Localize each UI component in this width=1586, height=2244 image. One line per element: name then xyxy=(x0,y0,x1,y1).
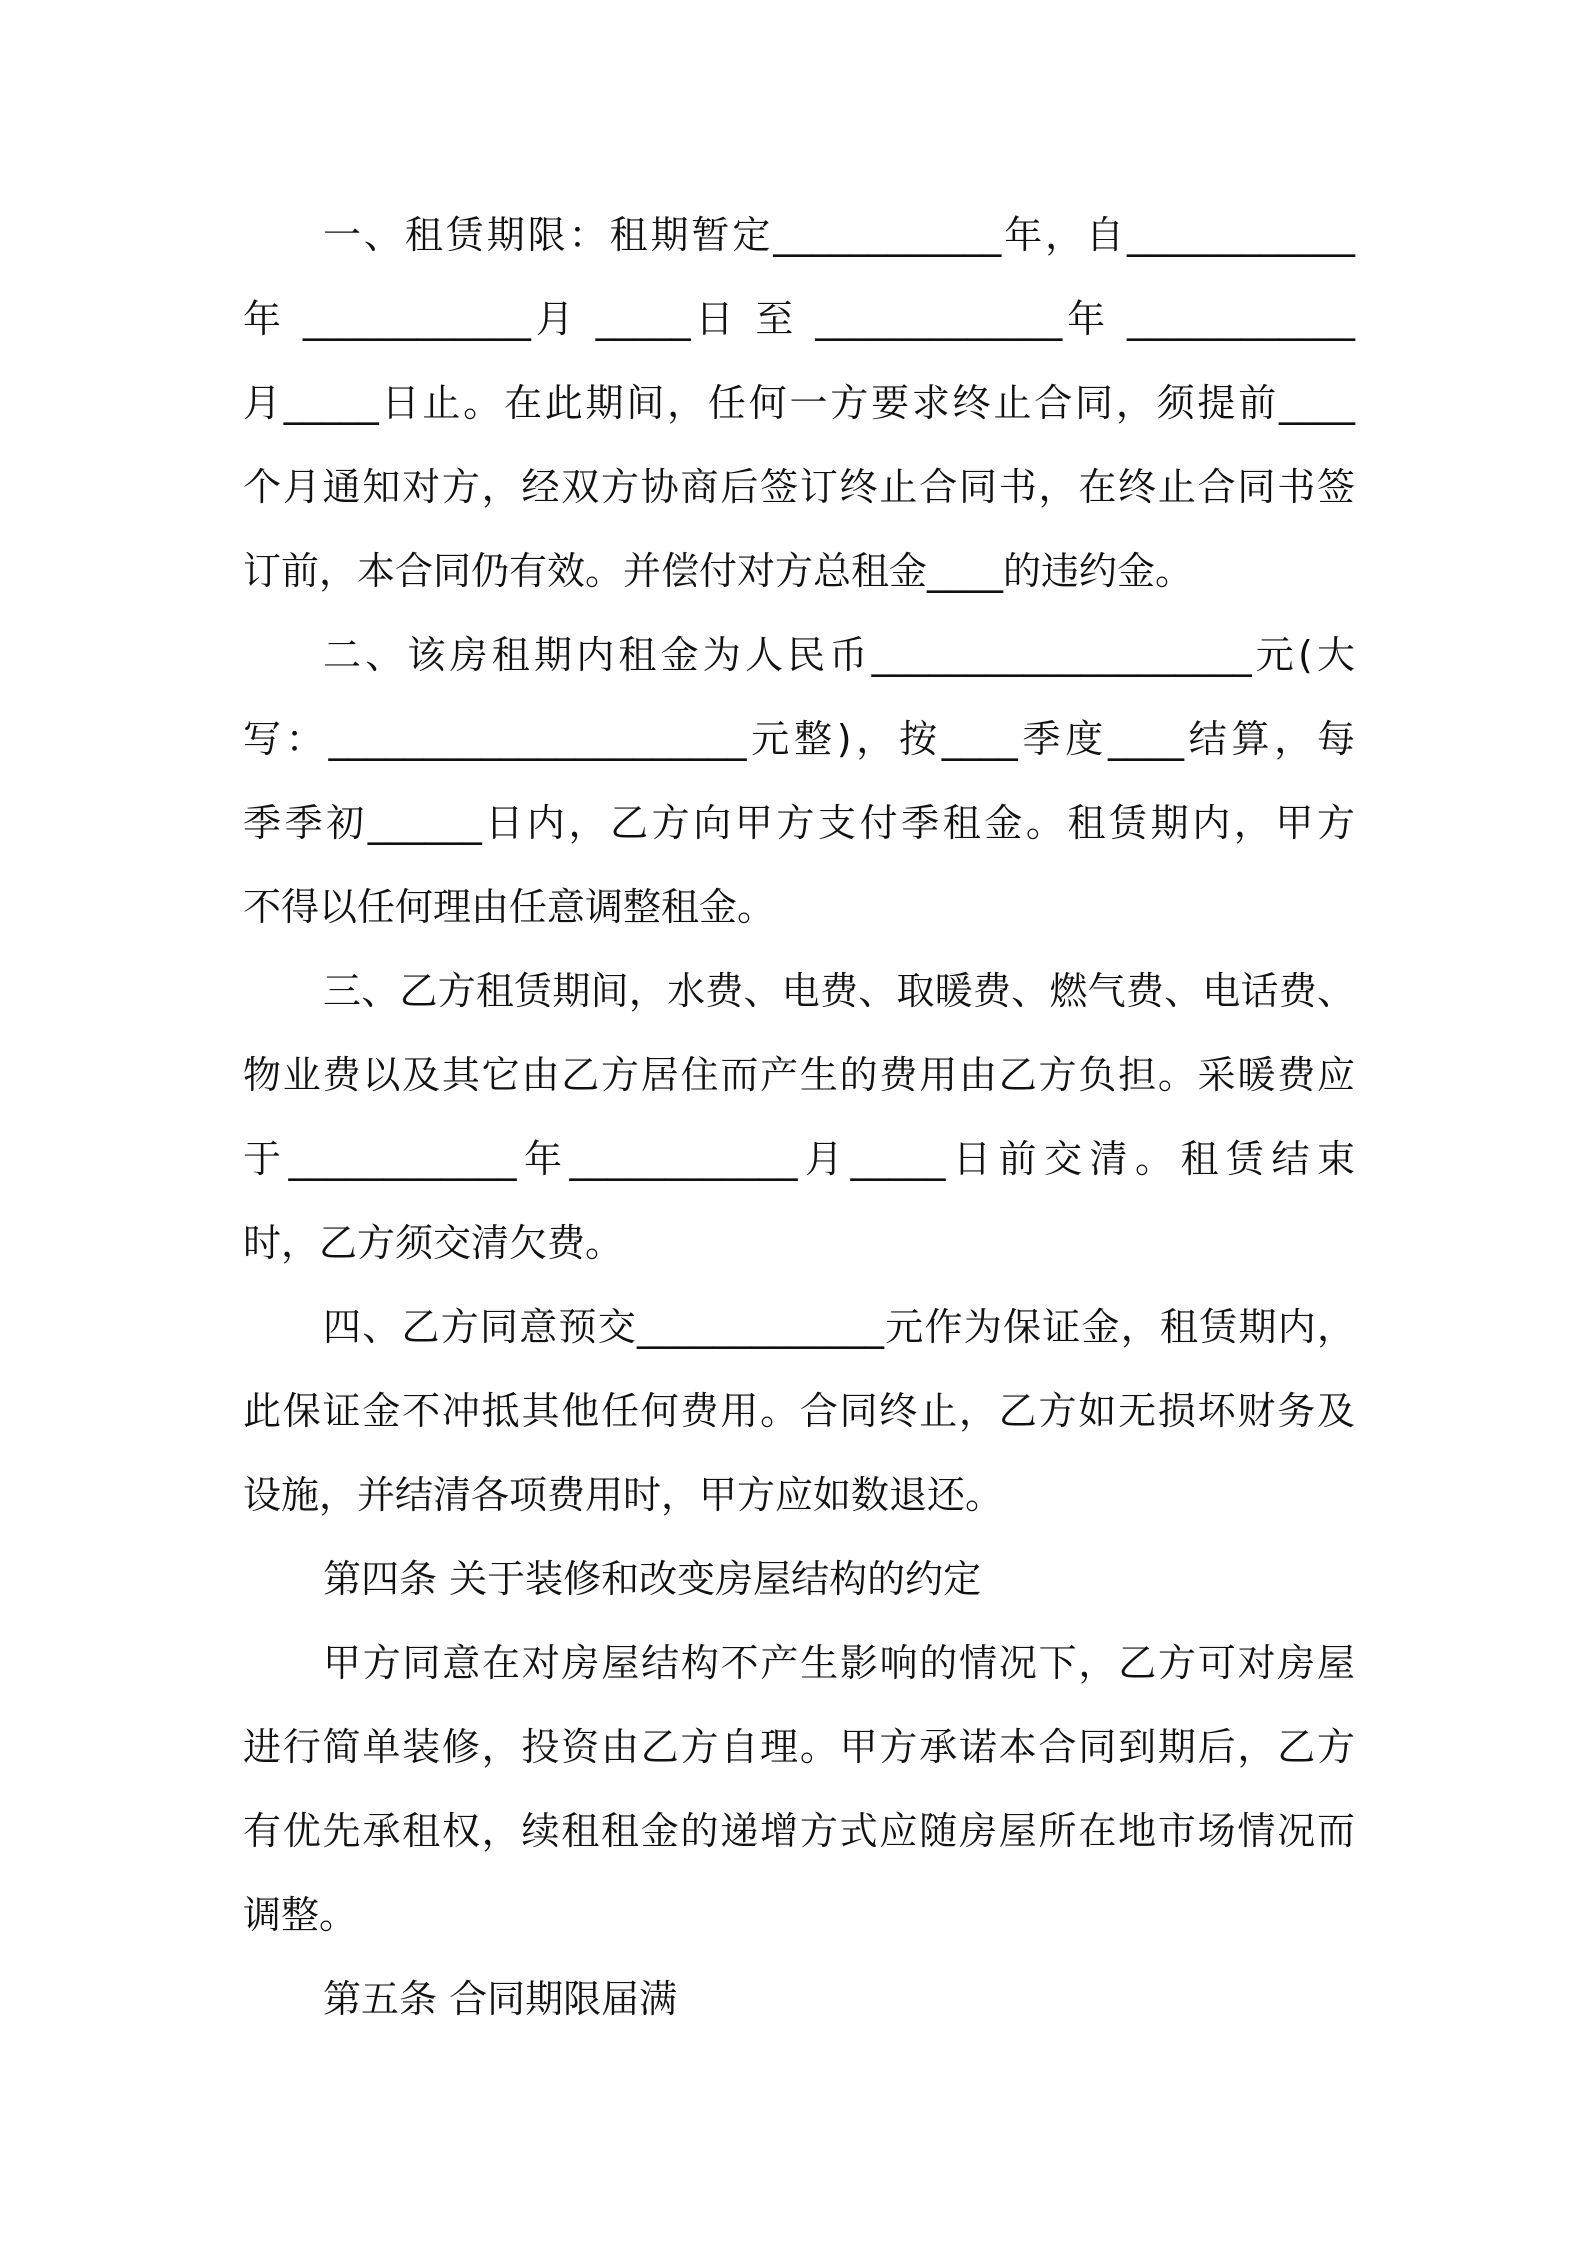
clause-4-line-1: 四、乙方同意预交_____________元作为保证金，租赁期内， xyxy=(323,1305,1355,1349)
article-4-line-4: 调整。 xyxy=(243,1893,358,1937)
article-4-line-2: 进行简单装修，投资由乙方自理。甲方承诺本合同到期后，乙方 xyxy=(243,1725,1355,1769)
clause-1-line-1: 一、租赁期限：租期暂定____________年，自____________ xyxy=(323,213,1355,257)
clause-4-line-3: 设施，并结清各项费用时，甲方应如数退还。 xyxy=(243,1473,1004,1517)
clause-3-line-2: 物业费以及其它由乙方居住而产生的费用由乙方负担。采暖费应 xyxy=(243,1053,1355,1097)
clause-3-line-4: 时，乙方须交清欠费。 xyxy=(243,1221,624,1265)
clause-2-line-4: 不得以任何理由任意调整租金。 xyxy=(243,885,776,929)
clause-1-line-4: 个月通知对方，经双方协商后签订终止合同书，在终止合同书签 xyxy=(243,465,1355,509)
clause-2-line-2: 写：______________________元整)，按____季度____结算，每 xyxy=(243,717,1355,761)
clause-2-line-3: 季季初______日内，乙方向甲方支付季租金。租赁期内，甲方 xyxy=(243,801,1355,845)
clause-3-line-1: 三、乙方租赁期间，水费、电费、取暖费、燃气费、电话费、 xyxy=(323,969,1355,1013)
clause-1-line-3: 月_____日止。在此期间，任何一方要求终止合同，须提前____ xyxy=(243,381,1355,425)
article-5-heading: 第五条 合同期限届满 xyxy=(323,1977,678,2021)
article-4-line-3: 有优先承租权，续租租金的递增方式应随房屋所在地市场情况而 xyxy=(243,1809,1355,1853)
article-4-line-1: 甲方同意在对房屋结构不产生影响的情况下，乙方可对房屋 xyxy=(323,1641,1355,1685)
clause-1-line-5: 订前，本合同仍有效。并偿付对方总租金____的违约金。 xyxy=(243,549,1194,593)
article-4-heading: 第四条 关于装修和改变房屋结构的约定 xyxy=(323,1557,982,1601)
clause-1-line-2: 年 ____________月 _____日 至 _____________年 ____________ xyxy=(243,297,1355,341)
document-body xyxy=(243,193,1355,2041)
clause-2-line-1: 二、该房租期内租金为人民币____________________元(大 xyxy=(323,633,1355,677)
clause-3-line-3: 于____________年____________月_____日前交清。租赁结束 xyxy=(243,1137,1355,1181)
clause-4-line-2: 此保证金不冲抵其他任何费用。合同终止，乙方如无损坏财务及 xyxy=(243,1389,1355,1433)
